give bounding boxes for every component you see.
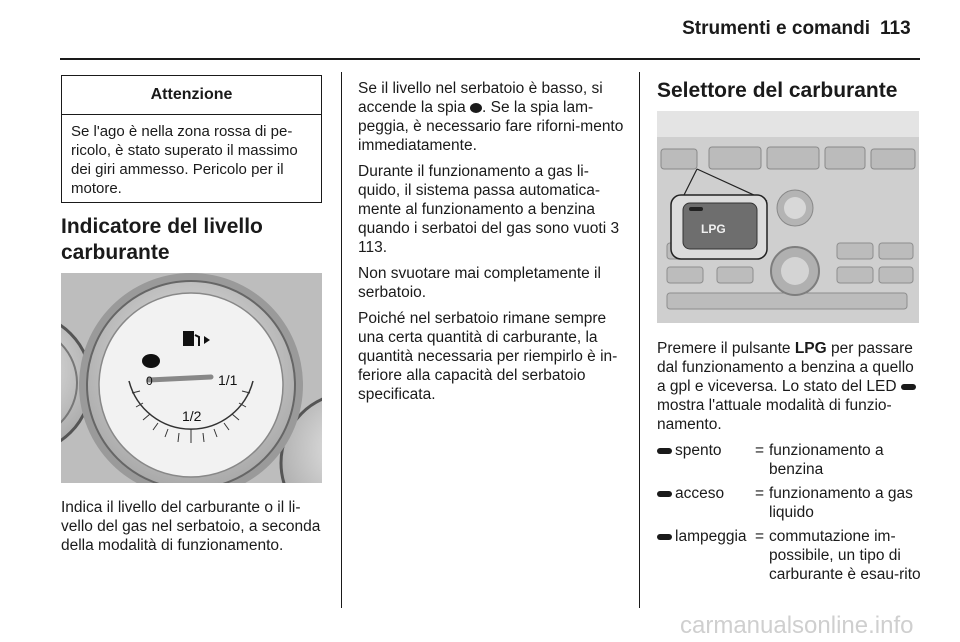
- fuel-selector-intro: Premere il pulsante LPG per passare dal funzionamento a benzina a quello a gpl e viceversa. Lo stato del LED mostra l'attuale modalità di funzio-namento.: [657, 339, 923, 434]
- right-column-text: [657, 339, 923, 589]
- low-level-paragraph: Se il livello nel serbatoio è basso, si accende la spia . Se la spia lam-peggia, è necessario fare riforni-mento immediatamente.: [358, 80, 624, 154]
- page-header-title: Strumenti e comandi: [682, 18, 870, 39]
- column-separator-left: [341, 72, 342, 608]
- gauge-label-full: 1/1: [218, 372, 238, 388]
- residual-fuel-paragraph: Poiché nel serbatoio rimane sempre una certa quantità di carburante, la quantità necessaria per riempirlo è in-feriore alla capacità del serbatoio specificata.: [358, 310, 618, 403]
- led-on-icon: [657, 491, 672, 497]
- lpg-bold-label: LPG: [794, 340, 827, 357]
- fuel-gauge-illustration: [61, 273, 322, 483]
- table-row: lampeggia = commutazione im-possibile, un tipo di carburante è esau-rito: [657, 527, 923, 589]
- fuel-selector-section-title: Selettore del carburante: [657, 79, 898, 102]
- page-number: 113: [880, 18, 911, 39]
- led-indicator-icon: [689, 207, 703, 211]
- fuel-level-section-title: [61, 214, 263, 266]
- led-states-table: [657, 441, 923, 589]
- gauge-label-zero: 0: [146, 374, 153, 388]
- fuel-level-title-line1: Indicatore del livello: [61, 215, 263, 238]
- attention-box: [61, 75, 322, 203]
- watermark: carmanualsonline.info: [680, 612, 914, 639]
- lpg-button-photo: [657, 111, 919, 323]
- table-row: acceso = funzionamento a gas liquido: [657, 484, 923, 527]
- header-rule: [60, 58, 920, 60]
- fuel-gauge-photo: [61, 273, 322, 483]
- attention-title: Attenzione: [62, 76, 321, 115]
- fuel-level-title-line2: carburante: [61, 241, 170, 264]
- fuel-warning-dot-icon: [470, 103, 482, 113]
- fuel-pump-icon: [183, 331, 194, 346]
- table-row: spento = funzionamento a benzina: [657, 441, 923, 484]
- gauge-label-half: 1/2: [182, 408, 202, 424]
- lpg-console-illustration: [657, 111, 919, 323]
- led-off-icon: [657, 448, 672, 454]
- lpg-button-label: LPG: [701, 222, 726, 236]
- fuel-level-paragraph: Indica il livello del carburante o il li-vello del gas nel serbatoio, a seconda della modalità di funzionamento.: [61, 499, 321, 554]
- middle-column: [358, 79, 624, 411]
- page-reference-link[interactable]: 3 113.: [358, 220, 620, 256]
- gas-switch-paragraph: Durante il funzionamento a gas li-quido, il sistema passa automatica-mente al funzionamento a benzina quando i serbatoi del gas sono vuoti 3 113.: [358, 163, 620, 256]
- column-separator-right: [639, 72, 640, 608]
- led-blink-icon: [657, 534, 672, 540]
- led-status-icon: [901, 384, 916, 390]
- attention-text: Se l'ago è nella zona rossa di pe-ricolo, è stato superato il massimo dei giri ammesso. Pericolo per il motore.: [71, 123, 298, 197]
- fuel-level-description: [61, 498, 324, 562]
- empty-tank-paragraph: Non svuotare mai completamente il serbatoio.: [358, 265, 601, 301]
